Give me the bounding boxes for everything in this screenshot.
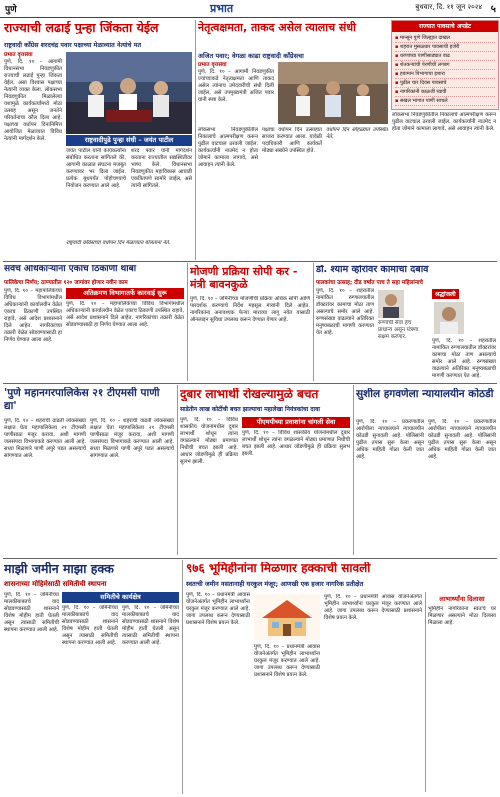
- column-rule: [425, 592, 426, 792]
- sidebar-title: राज्यात पावसाचे अपडेट: [392, 21, 498, 32]
- sidebar-item: ▪ धरणांच्या पाणीसाठ्यात वाढ: [395, 52, 495, 61]
- row3-mid-subhead: साडेतीन लाख कोटींची बचत झाल्याचा महालेखा नियंत्रकांचा दावा: [180, 406, 320, 413]
- column-rule: [177, 385, 178, 555]
- section-rule: [3, 383, 497, 384]
- obituary-portrait-image: [434, 302, 464, 334]
- masthead: प्रभात: [210, 2, 234, 15]
- row4-right-body-3: पुणे, दि. १० – प्रधानमंत्री आवास योजनेअंतर्गत भूमिहीन लाभार्थ्यांना घरकुल मंजूर करण्यात आले आहे. जागा उपलब्ध करून देण्यासाठी प्रशासनाने विशेष प्रयत्न केले.: [324, 594, 422, 621]
- second-subhead: अजित पवार; वेगळा काढा राष्ट्रवादी काँग्रेसचा: [198, 52, 304, 60]
- page-number: ५: [490, 4, 496, 15]
- column-rule: [195, 20, 196, 260]
- lead-headline: राज्याची लढाई पुन्हा जिंकता येईल: [4, 21, 159, 35]
- row4-right-subhead: स्वतःची जमीन नसतानाही घरकुल मंजूर; आणखी एक हजार नागरिक प्रतीक्षेत: [186, 580, 364, 588]
- portrait-image: [378, 290, 404, 318]
- row3-right-body-1: पुणे, दि. १० – प्रकरणातील आरोपीला न्यायालयाने न्यायालयीन कोठडी सुनावली आहे. पोलिसांनी पुढील तपास सुरू केला असून अधिक माहिती गोळा केली जात आहे.: [356, 419, 424, 460]
- row2-portrait: [378, 290, 404, 318]
- row2-left-box: अतिक्रमण विभागातर्फे कारवाई सुरू: [66, 288, 184, 299]
- row2-right-headline: डॉ. श्याम व्होरांवर कामाचा दबाव: [316, 265, 429, 275]
- row2-tag: श्रद्धांजली: [432, 289, 459, 299]
- lead-body-4: शरद पवार यांनी मार्गदर्शन करताना राज्यातील सद्यस्थितीवर भाष्य केले. विधानसभा निवडणुकीत महाविकास आघाडी एकत्रितपणे सामोरे जाईल, असे त्यांनी सांगितले.: [131, 148, 192, 189]
- sidebar-item: ▪ मान्सून पुणे जिल्ह्यात दाखल: [395, 34, 495, 43]
- row4-left-subhead: शासनाच्या मोहिमेसाठी समितीची स्थापना: [4, 580, 107, 588]
- column-rule: [353, 385, 354, 555]
- row3-mid-box: पीएमपीच्या प्रवाशांना चांगली सेवा: [242, 417, 350, 428]
- second-body-2: लोकसभा निवडणुकीतील निकालाचे आत्मपरीक्षण करून पुढील वाटचाल ठरवली जाईल. कार्यकर्त्यांनी नाउमेद न होता जोमाने कामाला लागावे, असे आवाहन त्यांनी केले.: [198, 127, 258, 168]
- row4-left-body-2: पुणे, दि. १० – जमिनीच्या मालकीबाबतचे वाद सोडवण्यासाठी शासनाने विशेष मोहीम हाती घेतली असून त्यासाठी समितीची स्थापना करण्यात आली आहे.: [62, 605, 118, 646]
- row3-left-headline: 'पुणे महानगरपालिकेस २१ टीएमसी पाणी द्या': [4, 387, 160, 412]
- row2-obit-photo: [434, 302, 464, 334]
- row2-left-subhead: पालिकेचा निर्णय; ठाण्यातील १२० जागांवर होणार नवीन काम: [4, 280, 128, 286]
- lead-inset-title: राष्ट्रवादीपुढे पुन्हा संधी – जयंत पाटील: [66, 135, 192, 146]
- row3-right-body-2: पुणे, दि. १० – प्रकरणातील आरोपीला न्यायालयाने न्यायालयीन कोठडी सुनावली आहे. पोलिसांनी पुढील तपास सुरू केला असून अधिक माहिती गोळा केली जात आहे.: [428, 419, 496, 460]
- sidebar-item: ▪ नागरिकांनी काळजी घ्यावी: [395, 88, 495, 97]
- row4-side-title: लाभार्थ्यांना दिलासा: [439, 595, 485, 603]
- page-header: [0, 0, 500, 18]
- row3-right-headline: सुशील हगवणेला न्यायालयीन कोठडी: [356, 388, 494, 400]
- second-headline: नेतृत्वक्षमता, ताकद असेल त्यालाच संधी: [198, 21, 356, 34]
- lead-body-3: जयंत पाटील यांनी कार्यकर्त्यांना संबोधित करताना सांगितले की, आगामी काळात संघटना मजबूत करण्यावर भर दिला जाईल. प्रत्येक बूथपर्यंत पोहोचण्याचे नियोजन करण्यात आले आहे.: [66, 148, 126, 189]
- lead-subhead: राष्ट्रवादी काँग्रेस शरदचंद्र पवार पक्षाच्या मेळाव्यात नेत्यांचे मत: [4, 42, 142, 49]
- lead-photo-caption: राष्ट्रवादी काँग्रेसच्या वर्धापन दिन मेळाव्यात बोलताना नेते.: [66, 240, 171, 246]
- row3-mid-headline: दुबार लाभार्थी रोखल्यामुळे बचत: [180, 388, 319, 401]
- row3-mid-box-body: पुणे, दि. १० – विविध शासकीय योजनांमधील दुबार लाभार्थी शोधून त्यांना वगळल्याने मोठ्या प्रमाणात निधीची बचत झाली आहे. आधार जोडणीमुळे ही प्रक्रिया सुलभ झाली.: [242, 430, 350, 457]
- row2-left-headline: सर्वच अधिकाऱ्यांना एकाच ठिकाणी थांबा: [4, 265, 137, 274]
- house-icon: [254, 594, 320, 640]
- column-rule: [182, 560, 183, 794]
- column-rule: [313, 263, 314, 381]
- sidebar-item: ▪ शेतकऱ्यांची पेरणीची लगबग: [395, 61, 495, 70]
- row4-right-headline: ९७६ भूमिहीनांना मिळणार हक्काची सावली: [186, 562, 371, 575]
- date-label: बुधवार, दि. ११ जून २०२४: [415, 3, 482, 11]
- row4-left-headline: माझी जमीन माझा हक्क: [4, 562, 114, 576]
- row2-quote: रुग्णांची सेवा हेच प्राधान्य असून यंत्रणा सक्षम करणार.: [378, 320, 419, 340]
- event-photo-image: [278, 62, 388, 124]
- lead-photo: [66, 52, 192, 134]
- row4-right-body-2: पुणे, दि. १० – प्रधानमंत्री आवास योजनेअंतर्गत भूमिहीन लाभार्थ्यांना घरकुल मंजूर करण्यात आले आहे. जागा उपलब्ध करून देण्यासाठी प्रशासनाने विशेष प्रयत्न केले.: [254, 644, 320, 678]
- column-rule: [187, 263, 188, 381]
- row2-mid-body: पुणे, दि. १० – जमिनीच्या मोजणीची प्रक्रिया अधिक सोपी आणि पारदर्शक करण्याचे निर्देश महसूल मंत्र्यांनी दिले आहेत. नागरिकांना अनावश्यक फेऱ्या माराव्या लागू नयेत यासाठी ऑनलाइन सुविधा उपलब्ध करून देण्यात येणार आहे.: [190, 296, 310, 323]
- row2-right-subhead: पालकांचा उत्साह; दीड वर्षात पाच ते सहा महिलांनाचे: [316, 280, 423, 286]
- second-body-1: प्रभात वृत्तसेवा पुणे, दि. १० – आगामी निवडणुकीत ज्यांच्याकडे नेतृत्वक्षमता आणि ताकद असेल त्यांनाच उमेदवारीची संधी दिली जाईल, असे उपमुख्यमंत्री अजित पवार यांनी स्पष्ट केले.: [198, 62, 274, 103]
- sidebar-item: ▪ शहरात मुसळधार पावसाची हजेरी: [395, 43, 495, 52]
- row2-left-body: पुणे, दि. १० – महापालिकेच्या विविध विभागांमधील अधिकाऱ्यांनी कार्यालयीन वेळेत एकाच ठिकाणी उपस्थित राहावे, असे आदेश प्रशासनाने दिले आहेत. नागरिकांच्या तक्रारी वेळेत सोडवण्यासाठी हा निर्णय घेण्यात आला आहे.: [4, 288, 62, 343]
- sidebar-item: ▪ पुढील चार दिवस पावसाचे: [395, 79, 495, 88]
- row4-left-body-3: पुणे, दि. १० – जमिनीच्या मालकीबाबतचे वाद सोडवण्यासाठी शासनाने विशेष मोहीम हाती घेतली असून त्यासाठी समितीची स्थापना करण्यात आली आहे.: [122, 605, 179, 646]
- second-body-3: पक्षाचा वर्धापन दिन उत्साहात साजरा करण्यात आला. यावेळी पदाधिकारी आणि कार्यकर्ते मोठ्या संख्येने उपस्थित होते.: [262, 127, 322, 154]
- sidebar-item: ▪ सखल भागात पाणी साचले: [395, 97, 495, 106]
- row3-left-body-2: पुणे, दि. १० – शहराची वाढती लोकसंख्या लक्षात घेता महापालिकेला २१ टीएमसी पाणीसाठा मंजूर करावा, अशी मागणी जलसंपदा विभागाकडे करण्यात आली आहे. सध्या मिळणारे पाणी अपुरे पडत असल्याचे सांगण्यात आले.: [90, 418, 174, 459]
- weather-sidebar: [391, 20, 499, 110]
- row4-left-body-1: पुणे, दि. १० – जमिनीच्या मालकीबाबतचे वाद सोडवण्यासाठी शासनाने विशेष मोहीम हाती घेतली असून त्यासाठी समितीची स्थापना करण्यात आली आहे.: [4, 592, 59, 633]
- lead-body-1: प्रभात वृत्तसेवा पुणे, दि. १० – आगामी विधानसभा निवडणुकीत राज्याची लढाई पुन्हा जिंकता येईल, असा विश्वास पक्षाच्या नेत्यांनी व्यक्त केला. लोकसभा निवडणुकीत मिळालेल्या यशामुळे कार्यकर्त्यांमध्ये मोठा उत्साह असून जनतेने परिवर्तनाचा कौल दिला आहे. पक्षाच्या वर्धापन दिनानिमित्त आयोजित मेळाव्यात विविध नेत्यांनी मार्गदर्शन केले.: [4, 52, 62, 142]
- row2-mid-headline: मोजणी प्रक्रिया सोपी कर - मंत्री बावनकुळे: [190, 265, 298, 291]
- row4-house-graphic: [254, 594, 320, 640]
- sidebar-item: ▪ हवामान विभागाचा इशारा: [395, 70, 495, 79]
- row2-obit-body: पुणे, दि. १० – शहरातील नामांकित रुग्णालयातील डॉक्टरांवर कामाचा मोठा ताण असल्याचे समोर आले आहे. रुग्णसंख्या वाढल्याने अतिरिक्त मनुष्यबळाची मागणी करण्यात येत आहे.: [432, 338, 496, 378]
- city-label: पुणे: [5, 5, 17, 15]
- stage-photo-image: [66, 52, 192, 134]
- row4-side-body: भूमिहीन नागरिकांना स्वतःचे घर मिळणार असल्याने मोठा दिलासा मिळाला आहे.: [428, 606, 496, 626]
- section-rule: [3, 261, 497, 262]
- second-photo-caption: वर्धापन दिन सोहळ्यात उपस्थित नेते.: [326, 127, 388, 140]
- second-photo: [278, 62, 388, 124]
- row4-left-box: समितीचे कार्यक्षेत्र: [62, 592, 179, 603]
- row2-left-box-body: पुणे, दि. १० – महापालिकेच्या विविध विभागांमधील अधिकाऱ्यांनी कार्यालयीन वेळेत एकाच ठिकाणी उपस्थित राहावे, असे आदेश प्रशासनाने दिले आहेत. नागरिकांच्या तक्रारी वेळेत सोडवण्यासाठी हा निर्णय घेण्यात आला आहे.: [66, 301, 184, 328]
- row3-mid-body: पुणे, दि. १० – विविध शासकीय योजनांमधील दुबार लाभार्थी शोधून त्यांना वगळल्याने मोठ्या प्रमाणात निधीची बचत झाली आहे. आधार जोडणीमुळे ही प्रक्रिया सुलभ झाली.: [180, 417, 238, 465]
- section-rule: [3, 558, 497, 559]
- row2-right-body: पुणे, दि. १० – शहरातील नामांकित रुग्णालयातील डॉक्टरांवर कामाचा मोठा ताण असल्याचे समोर आले आहे. रुग्णसंख्या वाढल्याने अतिरिक्त मनुष्यबळाची मागणी करण्यात येत आहे.: [316, 288, 374, 336]
- row4-right-body-1: पुणे, दि. १० – प्रधानमंत्री आवास योजनेअंतर्गत भूमिहीन लाभार्थ्यांना घरकुल मंजूर करण्यात आले आहे. जागा उपलब्ध करून देण्यासाठी प्रशासनाने विशेष प्रयत्न केले.: [186, 592, 250, 626]
- sidebar-body: लोकसभा निवडणुकीतील निकालाचे आत्मपरीक्षण करून पुढील वाटचाल ठरवली जाईल. कार्यकर्त्यांनी नाउमेद न होता जोमाने कामाला लागावे, असे आवाहन त्यांनी केले.: [392, 112, 496, 132]
- row3-left-body-1: पुणे, दि. १० – शहराची वाढती लोकसंख्या लक्षात घेता महापालिकेला २१ टीएमसी पाणीसाठा मंजूर करावा, अशी मागणी जलसंपदा विभागाकडे करण्यात आली आहे. सध्या मिळणारे पाणी अपुरे पडत असल्याचे सांगण्यात आले.: [4, 418, 86, 459]
